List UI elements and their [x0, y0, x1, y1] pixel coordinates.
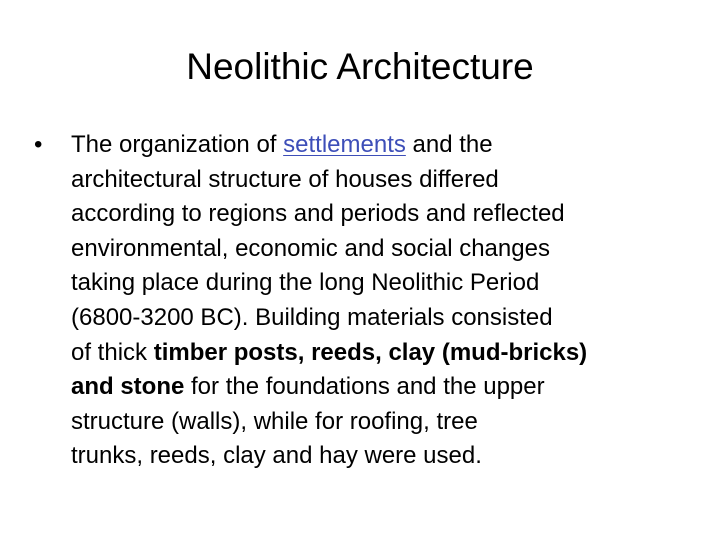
line-text: (6800-3200 BC). Building materials consisted — [71, 303, 553, 331]
line-text: according to regions and periods and reflected — [71, 200, 565, 228]
bullet-line — [71, 163, 711, 198]
bullet-line — [71, 232, 711, 267]
bullet-line — [71, 266, 711, 301]
line-text: for the foundations and the upper — [184, 373, 545, 401]
bullet-line — [71, 405, 711, 440]
bullet-item — [34, 128, 711, 474]
bullet-line — [71, 197, 711, 232]
line-text: taking place during the long Neolithic Period — [71, 269, 540, 297]
bold-materials-text: and stone — [71, 373, 185, 401]
bullet-marker: • — [34, 131, 43, 158]
bullet-line — [71, 370, 711, 405]
bullet-line — [71, 336, 711, 371]
bullet-line — [71, 301, 711, 336]
slide-title: Neolithic Architecture — [186, 46, 534, 87]
line-text: environmental, economic and social changes — [71, 234, 550, 262]
bullet-line — [71, 128, 711, 163]
bullet-line — [71, 439, 711, 474]
line-text: architectural structure of houses differed — [71, 165, 499, 193]
line-text: and the — [405, 131, 493, 158]
line-text: structure (walls), while for roofing, tree — [71, 407, 478, 435]
line-text: The organization of — [71, 131, 284, 158]
settlements-link[interactable]: settlements — [283, 131, 406, 158]
bold-materials-text: timber posts, reeds, clay (mud-bricks) — [153, 338, 588, 366]
line-text: of thick — [71, 338, 154, 366]
line-text: trunks, reeds, clay and hay were used. — [71, 442, 482, 470]
